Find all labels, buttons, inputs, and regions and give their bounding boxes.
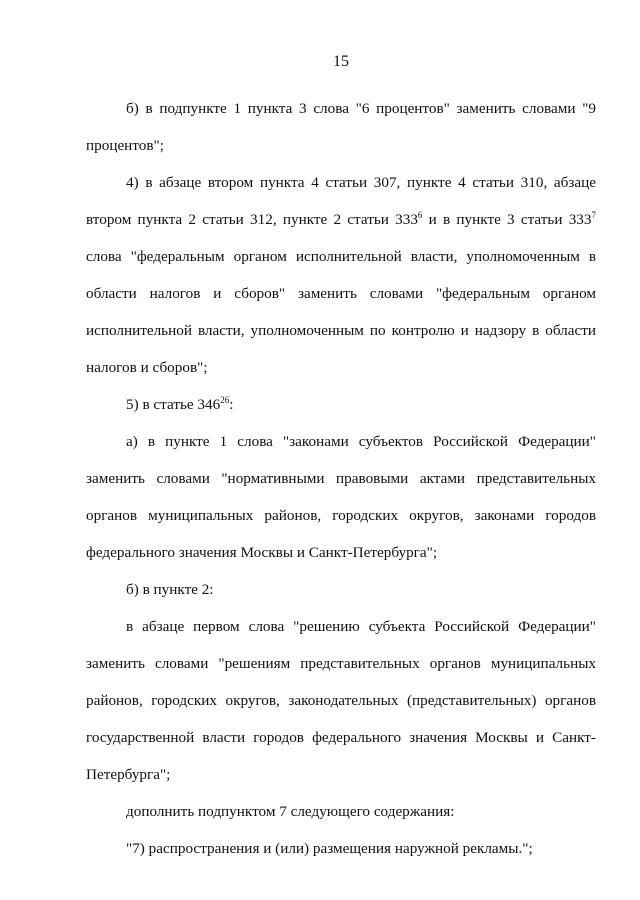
text-segment: б) в подпункте 1 пункта 3 слова "6 процентов" заменить словами "9 процентов";: [86, 100, 596, 154]
text-segment: дополнить подпунктом 7 следующего содержания:: [126, 803, 455, 820]
text-segment: 4) в абзаце втором пункта 4 статьи 307, пункте 4 статьи 310, абзаце втором пункта 2 статьи 312, пункте 2 статьи 333: [86, 174, 596, 228]
superscript: 7: [591, 210, 596, 220]
text-segment: и в пункте 3 статьи 333: [422, 211, 592, 228]
text-segment: б) в пункте 2:: [126, 581, 214, 598]
superscript: 26: [220, 395, 230, 405]
text-segment: слова "федеральным органом исполнительной власти, уполномоченным в области налогов и сборов" заменить словами "федеральным органом исполнительной власти, уполномоченным по контролю и надзору в области налогов и сборов";: [86, 248, 596, 376]
text-segment: а) в пункте 1 слова "законами субъектов Российской Федерации" заменить словами "нормативными правовыми актами представительных органов муниципальных районов, городских округов, законами городов федерального значения Москвы и Санкт-Петербурга";: [86, 433, 596, 561]
page-number: 15: [333, 53, 349, 70]
paragraph: [86, 90, 596, 164]
paragraph: [86, 793, 596, 830]
paragraph: [86, 423, 596, 571]
superscript: 6: [417, 210, 423, 220]
document-body: [86, 90, 596, 867]
text-segment: 5) в статье 346: [126, 396, 221, 413]
paragraph: [86, 608, 596, 793]
paragraph: [86, 164, 596, 386]
text-segment: "7) распространения и (или) размещения наружной рекламы.";: [126, 840, 533, 857]
text-segment: в абзаце первом слова "решению субъекта Российской Федерации" заменить словами "решениям представительных органов муниципальных районов, городских округов, законодательных (представительных) органов государственной власти городов федерального значения Москвы и Санкт-Петербурга";: [86, 618, 596, 783]
paragraph: [86, 830, 596, 867]
paragraph: [86, 571, 596, 608]
paragraph: [86, 386, 596, 423]
text-segment: :: [229, 396, 234, 413]
